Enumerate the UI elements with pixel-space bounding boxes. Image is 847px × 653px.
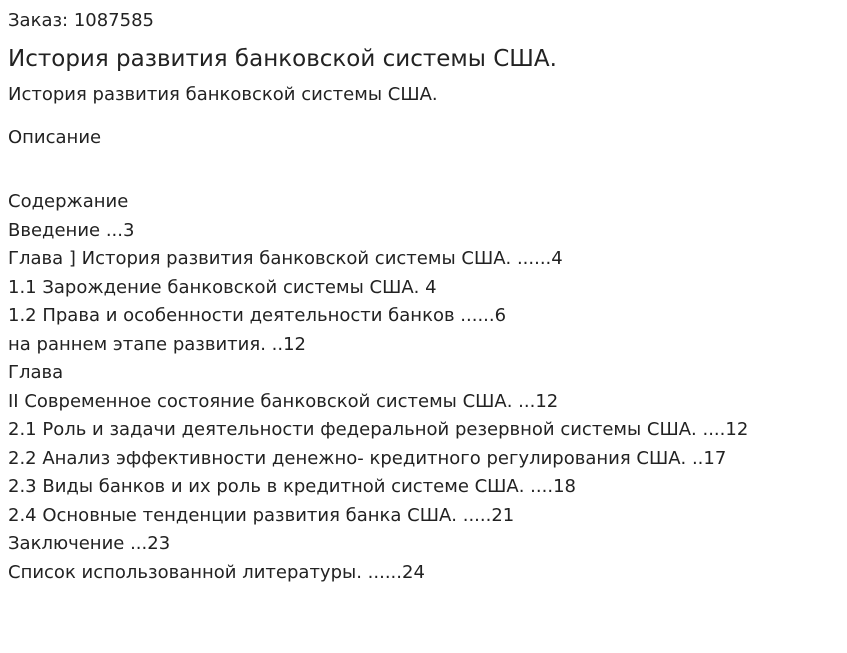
toc-line: на раннем этапе развития. ..12 bbox=[8, 333, 306, 355]
toc-line: Глава ] История развития банковской системы США. ......4 bbox=[8, 248, 563, 269]
toc-line: 1.2 Права и особенности деятельности банков ......6 bbox=[8, 305, 507, 326]
toc-line: Введение ...3 bbox=[8, 219, 135, 241]
toc-line: Глава bbox=[8, 362, 64, 383]
toc-line: Список использованной литературы. ......24 bbox=[8, 561, 425, 583]
document-subtitle: История развития банковской системы США. bbox=[8, 84, 438, 105]
order-number: Заказ: 1087585 bbox=[8, 10, 154, 31]
page-title: История развития банковской системы США. bbox=[8, 46, 557, 72]
toc-line: Содержание bbox=[8, 191, 129, 212]
toc-line: 2.4 Основные тенденции развития банка США. .....21 bbox=[8, 504, 515, 526]
table-of-contents bbox=[8, 188, 839, 587]
toc-line: 2.2 Анализ эффективности денежно- кредитного регулирования США. ..17 bbox=[8, 447, 727, 469]
toc-line: 2.3 Виды банков и их роль в кредитной системе США. ....18 bbox=[8, 476, 576, 497]
toc-line: 1.1 Зарождение банковской системы США. 4 bbox=[8, 276, 437, 298]
toc-line: 2.1 Роль и задачи деятельности федеральной резервной системы США. ....12 bbox=[8, 419, 749, 440]
description-heading: Описание bbox=[8, 127, 102, 148]
toc-line: Заключение ...23 bbox=[8, 533, 171, 554]
toc-line: II Современное состояние банковской системы США. ...12 bbox=[8, 390, 559, 412]
